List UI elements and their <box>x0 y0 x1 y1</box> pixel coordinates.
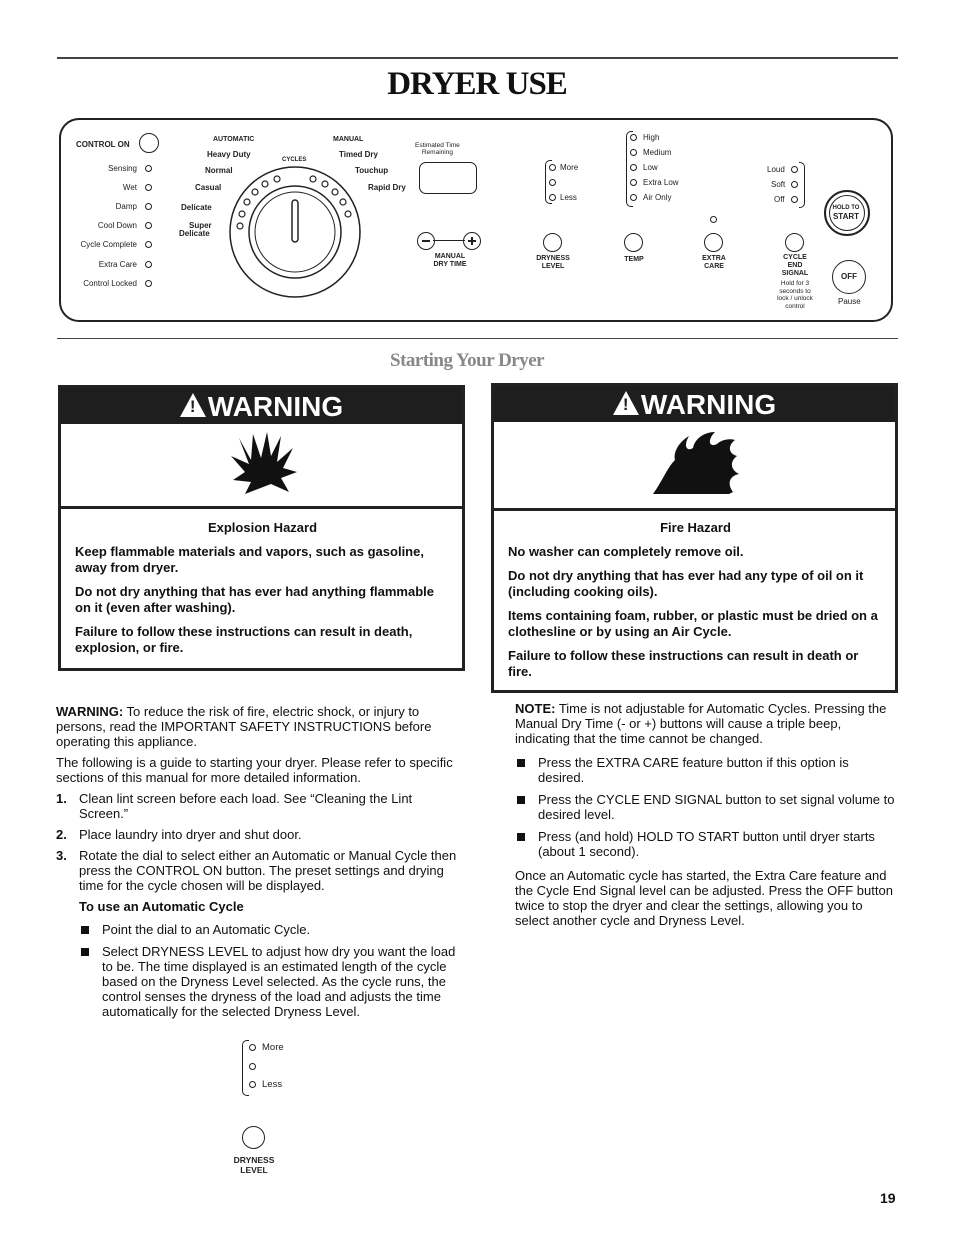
cycle-end-signal-label <box>765 254 825 278</box>
hold-to-label: HOLD TO <box>832 205 860 211</box>
bullet-square-icon <box>81 926 89 934</box>
bullet-item <box>79 944 464 1019</box>
dryness-led <box>549 194 556 201</box>
time-connector <box>433 240 465 241</box>
warning-triangle-icon: ! <box>613 391 639 415</box>
dryness-less: Less <box>560 193 577 202</box>
start-label: START <box>832 212 860 221</box>
dryness-led <box>549 179 556 186</box>
cycle-rapid-dry: Rapid Dry <box>368 183 406 192</box>
warning-line: Items containing foam, rubber, or plastic must be dried on a clothesline or by using an Air Cycle. <box>508 608 878 639</box>
hold-note-line: lock / unlock <box>777 295 813 302</box>
temp-high: High <box>643 133 660 142</box>
warning-line: Failure to follow these instructions can result in death or fire. <box>508 648 859 679</box>
cycle-end-signal-button[interactable] <box>785 233 804 252</box>
warning-header-text: WARNING <box>207 391 344 422</box>
temp-medium: Medium <box>643 148 672 157</box>
hold-to-start-button[interactable] <box>824 190 870 236</box>
signal-bracket <box>799 162 805 208</box>
signal-loud: Loud <box>767 165 785 174</box>
temp-low: Low <box>643 163 658 172</box>
warning-line: Do not dry anything that has ever had any type of oil on it (including cooking oils). <box>508 568 864 599</box>
fire-warning-box <box>491 383 898 693</box>
step-item <box>56 848 464 893</box>
section-rule <box>57 338 898 339</box>
dryness-bracket <box>242 1040 249 1096</box>
cycle-end-signal-line: END <box>787 262 803 269</box>
dryness-level-illustration <box>228 1036 308 1186</box>
top-rule <box>57 57 898 59</box>
warning-triangle-icon: ! <box>180 393 206 417</box>
hazard-title: Fire Hazard <box>660 520 731 535</box>
status-label: Extra Care <box>98 260 137 269</box>
extra-care-line: CARE <box>704 263 724 270</box>
dryness-level-line: LEVEL <box>240 1164 268 1175</box>
status-led <box>145 280 152 287</box>
left-column <box>56 704 464 1026</box>
dryness-led <box>249 1044 256 1051</box>
note-paragraph <box>515 701 897 746</box>
cycle-touchup: Touchup <box>355 166 389 175</box>
bullet-square-icon <box>517 796 525 804</box>
cycle-delicate: Delicate <box>181 203 212 212</box>
warning-text: To reduce the risk of fire, electric shock, or injury to persons, read the IMPORTANT SAFETY INSTRUCTIONS before operating this appliance. <box>56 704 432 749</box>
temp-led <box>630 194 637 201</box>
warning-line: Failure to follow these instructions can result in death, explosion, or fire. <box>75 624 413 655</box>
bullet-text: Press (and hold) HOLD TO START button until dryer starts (about 1 second). <box>538 829 875 859</box>
explosion-warning-text <box>75 520 450 664</box>
fire-warning-text <box>508 520 883 688</box>
off-button[interactable] <box>832 260 866 294</box>
bullet-text: Point the dial to an Automatic Cycle. <box>102 922 311 937</box>
minus-icon <box>422 240 430 242</box>
explosion-warning-box <box>58 385 465 671</box>
dryness-level-line: LEVEL <box>541 263 565 270</box>
dryness-more: More <box>262 1042 284 1053</box>
page-number: 19 <box>880 1190 896 1206</box>
dryness-level-button[interactable] <box>242 1126 265 1149</box>
signal-led <box>791 196 798 203</box>
manual-label: MANUAL <box>333 136 364 143</box>
hold-note-line: Hold for 3 <box>780 280 810 287</box>
status-label: Cycle Complete <box>80 240 137 249</box>
warning-header-text: WARNING <box>640 389 777 420</box>
temp-extra-low: Extra Low <box>643 178 679 187</box>
control-on-label: CONTROL ON <box>76 140 130 149</box>
warning-label: WARNING: <box>56 704 124 719</box>
hold-note <box>765 280 825 310</box>
manual-dry-time-line: DRY TIME <box>433 261 467 268</box>
signal-off: Off <box>774 195 785 204</box>
dryness-less: Less <box>262 1079 283 1090</box>
extra-care-button[interactable] <box>704 233 723 252</box>
step-item <box>56 827 464 842</box>
hazard-title: Explosion Hazard <box>207 520 318 535</box>
hold-to-start-inner <box>829 195 865 231</box>
warning-header <box>61 388 462 424</box>
control-on-button[interactable] <box>139 133 159 153</box>
warning-line: No washer can completely remove oil. <box>508 544 744 559</box>
section-title: Starting Your Dryer <box>390 350 545 371</box>
page-title: DRYER USE <box>387 66 567 102</box>
cycles-label: CYCLES <box>282 157 307 163</box>
manual-dry-time-line: MANUAL <box>434 253 466 260</box>
status-led <box>145 222 152 229</box>
status-led <box>145 241 152 248</box>
step-text: Place laundry into dryer and shut door. <box>79 827 302 842</box>
step-number: 1. <box>56 791 67 806</box>
control-panel-illustration <box>59 118 893 322</box>
hold-note-line: control <box>785 302 805 310</box>
temp-label: TEMP <box>624 256 644 263</box>
signal-led <box>791 181 798 188</box>
bullet-text: Press the CYCLE END SIGNAL button to set signal volume to desired level. <box>538 792 895 822</box>
cycle-super: Super <box>189 221 212 230</box>
automatic-label: AUTOMATIC <box>213 136 255 143</box>
status-label: Wet <box>122 183 137 192</box>
auto-cycle-bullets <box>56 922 464 1019</box>
dryness-level-line: DRYNESS <box>536 255 570 262</box>
hold-note-line: seconds to <box>779 287 811 295</box>
signal-led <box>791 166 798 173</box>
plus-icon-v <box>471 237 473 245</box>
dryness-level-label <box>523 255 583 271</box>
warning-line: Do not dry anything that has ever had anything flammable on it (even after washing). <box>75 584 434 615</box>
bullet-item <box>515 829 897 859</box>
cycle-end-signal-line: SIGNAL <box>781 270 809 277</box>
signal-soft: Soft <box>771 180 786 189</box>
closing-paragraph: Once an Automatic cycle has started, the Extra Care feature and the Cycle End Signal level can be adjusted. Press the OFF button twice to stop the dryer and clear the settings, allowing you to select another cycle and Dryness Level. <box>515 868 893 928</box>
status-led <box>145 203 152 210</box>
temp-led <box>630 134 637 141</box>
temp-led <box>630 149 637 156</box>
status-label: Damp <box>115 202 137 211</box>
temp-button[interactable] <box>624 233 643 252</box>
estimated-time-line: Remaining <box>421 149 453 156</box>
dryness-level-label <box>224 1156 284 1175</box>
fire-icon <box>649 430 741 498</box>
status-label: Cool Down <box>97 221 137 230</box>
bullet-square-icon <box>517 833 525 841</box>
cycle-dial[interactable] <box>225 162 365 302</box>
dryness-led <box>249 1063 256 1070</box>
explosion-pictogram <box>61 424 462 509</box>
bullet-item <box>79 922 464 937</box>
time-display <box>419 162 477 194</box>
step-text: Clean lint screen before each load. See “Cleaning the Lint Screen.” <box>79 791 413 821</box>
minus-time-button[interactable] <box>417 232 435 250</box>
step-number: 3. <box>56 848 67 863</box>
status-led <box>145 261 152 268</box>
step-number: 2. <box>56 827 67 842</box>
dryness-more: More <box>560 163 579 172</box>
status-label: Control Locked <box>83 279 137 288</box>
note-text: Time is not adjustable for Automatic Cycles. Pressing the Manual Dry Time (- or +) buttons will cause a triple beep, indicating that the time cannot be changed. <box>515 701 887 746</box>
warning-header <box>494 386 895 422</box>
fire-pictogram <box>494 422 895 511</box>
temp-air-only: Air Only <box>643 193 672 202</box>
dryness-level-button[interactable] <box>543 233 562 252</box>
auto-cycle-heading: To use an Automatic Cycle <box>79 899 244 914</box>
cycle-timed-dry: Timed Dry <box>339 150 378 159</box>
estimated-time-line: Estimated Time <box>415 142 460 149</box>
cycle-normal: Normal <box>205 166 233 175</box>
note-label: NOTE: <box>515 701 556 716</box>
status-led <box>145 165 152 172</box>
bullet-square-icon <box>81 948 89 956</box>
cycle-casual: Casual <box>195 183 222 192</box>
explosion-icon <box>231 432 301 498</box>
extra-care-led <box>710 216 717 223</box>
bullet-item <box>515 792 897 822</box>
step-text: Rotate the dial to select either an Automatic or Manual Cycle then press the CONTROL ON button. The preset settings and drying time for the cycle chosen will be displayed. <box>79 848 457 893</box>
temp-led <box>630 164 637 171</box>
status-led <box>145 184 152 191</box>
extra-care-label <box>684 255 744 271</box>
dryness-led <box>549 164 556 171</box>
off-label: OFF <box>841 272 857 281</box>
bullet-item <box>515 755 897 785</box>
estimated-time-label <box>415 142 460 156</box>
bullet-text: Select DRYNESS LEVEL to adjust how dry you want the load to be. The time displayed is an estimated length of the cycle based on the Dryness Level selected. As the cycle runs, the control senses the dryness of the load and adjusts the time automatically for the selected Dryness Level. <box>102 944 456 1019</box>
cycle-heavy-duty: Heavy Duty <box>207 150 251 159</box>
right-column <box>515 701 897 934</box>
safety-warning-paragraph <box>56 704 464 749</box>
intro-paragraph: The following is a guide to starting your dryer. Please refer to specific sections of this manual for more detailed information. <box>56 755 453 785</box>
status-label: Sensing <box>108 164 137 173</box>
bullet-square-icon <box>517 759 525 767</box>
cycle-end-signal-line: CYCLE <box>783 254 807 261</box>
dryness-level-line: DRYNESS <box>233 1155 275 1165</box>
step-item <box>56 791 464 821</box>
extra-care-line: EXTRA <box>702 255 726 262</box>
temp-led <box>630 179 637 186</box>
warning-line: Keep flammable materials and vapors, such as gasoline, away from dryer. <box>75 544 424 575</box>
dryness-led <box>249 1081 256 1088</box>
bullet-text: Press the EXTRA CARE feature button if this option is desired. <box>538 755 849 785</box>
manual-dry-time-label <box>421 253 479 269</box>
plus-time-button[interactable] <box>463 232 481 250</box>
pause-label: Pause <box>838 297 861 306</box>
cycle-super-delicate: Delicate <box>179 229 210 238</box>
